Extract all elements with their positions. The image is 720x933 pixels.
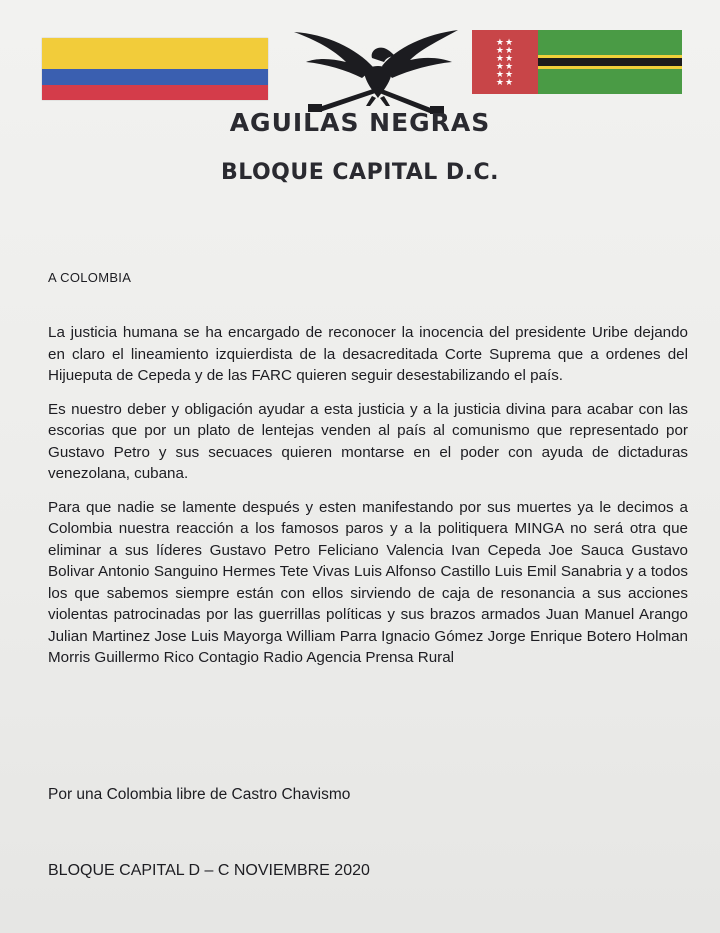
organization-name: AGUILAS NEGRAS (229, 108, 491, 137)
paragraph: La justicia humana se ha encargado de reconocer la inocencia del presidente Uribe dejando en claro el lineamiento izquierdista de la desacreditada Corte Suprema que a ordenes del Hijueputa de Cepeda y de las FARC quieren seguir desestabilizando el país. (48, 324, 688, 384)
closing-line: Por una Colombia libre de Castro Chavismo (48, 786, 351, 803)
signature-line: BLOQUE CAPITAL D – C NOVIEMBRE 2020 (48, 862, 370, 879)
red-green-flag-icon: ★★ ★★ ★★ ★★ ★★ ★★ (472, 30, 682, 94)
bloque-title: BLOQUE CAPITAL D.C. (220, 160, 500, 185)
salutation: A COLOMBIA (48, 270, 132, 285)
colombia-flag-icon (42, 38, 268, 100)
black-eagle-emblem-icon (286, 28, 462, 114)
paragraph: Es nuestro deber y obligación ayudar a esta justicia y a la justicia divina para acabar con las escorias que por un plato de lentejas venden al país al comunismo que representado por Gustavo Petro y sus secuaces quieren montarse en el poder con ayuda de dictaduras venezolana, cubana. (48, 400, 688, 482)
letter-body (48, 322, 688, 681)
paragraph: Para que nadie se lamente después y esten manifestando por sus muertes ya le decimos a Colombia nuestra reacción a los famosos paros y a la politiquera MINGA no será otra que eliminar a sus líderes Gustavo Petro Feliciano Valencia Ivan Cepeda Joe Sauca Gustavo Bolivar Antonio Sanguino Hermes Tete Vivas Luis Alfonso Castillo Luis Emil Sanabria y a todos los que sabemos siempre están con ellos sirviendo de caja de resonancia a sus acciones violentas patrocinadas por las guerrillas políticas y sus brazos armados Juan Manuel Arango Julian Martinez Jose Luis Mayorga William Parra Ignacio Gómez Jorge Enrique Botero Holman Morris Guillermo Rico Contagio Radio Agencia Prensa Rural (48, 498, 688, 666)
